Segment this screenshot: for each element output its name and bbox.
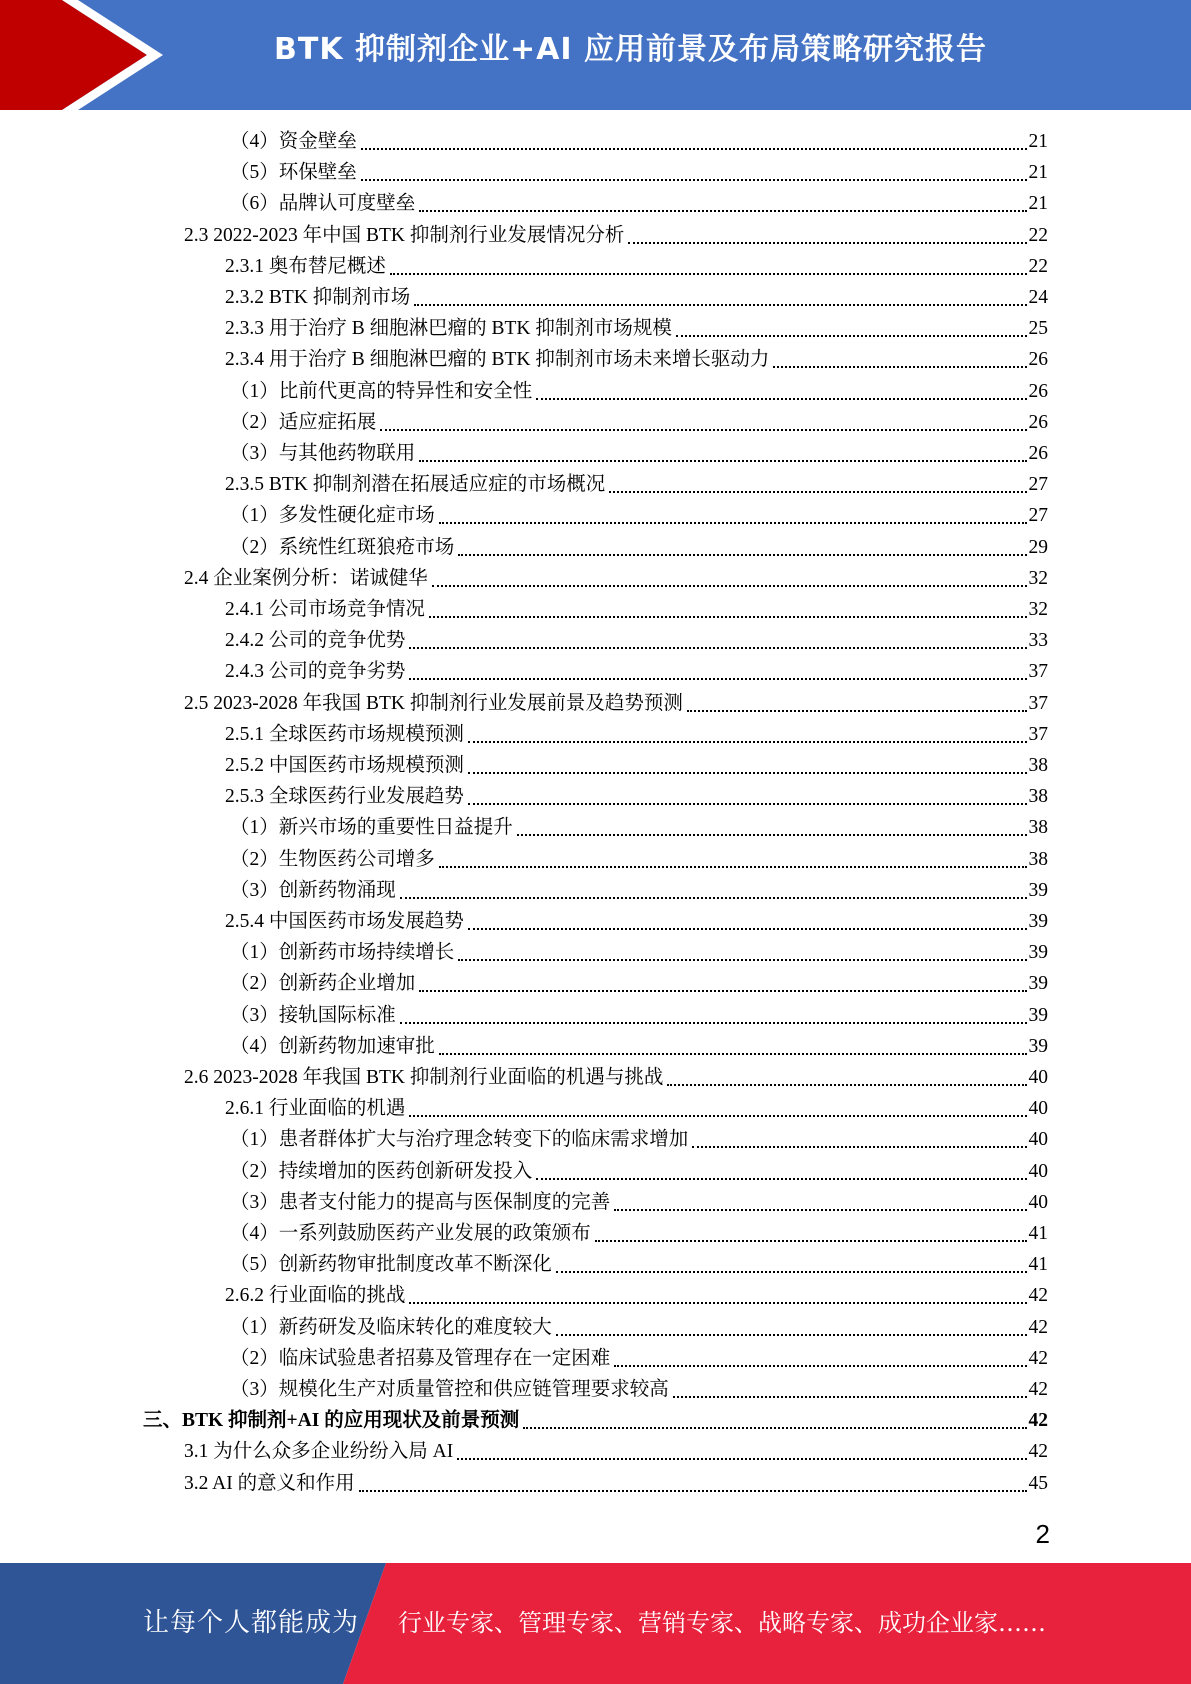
toc-entry-page: 42 [1028,1347,1048,1369]
toc-entry[interactable] [230,1219,1048,1249]
toc-entry[interactable] [225,252,1048,282]
toc-entry-page: 39 [1028,879,1048,901]
toc-entry-title: （2）适应症拓展 [230,411,377,433]
toc-dot-leader [614,1209,1026,1211]
toc-entry-page: 26 [1028,411,1048,433]
toc-entry-title: （1）患者群体扩大与治疗理念转变下的临床需求增加 [230,1129,689,1151]
toc-dot-leader [667,1084,1026,1086]
toc-entry-page: 25 [1028,318,1048,340]
toc-dot-leader [439,1053,1027,1055]
toc-entry-page: 39 [1028,942,1048,964]
toc-dot-leader [517,834,1027,836]
toc-entry-title: （1）多发性硬化症市场 [230,505,435,527]
toc-entry[interactable] [230,1344,1048,1374]
toc-entry-title: 3.1 为什么众多企业纷纷入局 AI [184,1441,454,1463]
toc-entry-title: 2.3.1 奥布替尼概述 [225,255,386,277]
toc-entry-title: 2.5 2023-2028 年我国 BTK 抑制剂行业发展前景及趋势预测 [184,692,683,714]
toc-entry-page: 42 [1028,1441,1048,1463]
toc-entry[interactable] [230,1375,1048,1405]
toc-entry-title: 2.4 企业案例分析：诺诚健华 [184,567,428,589]
toc-dot-leader [458,554,1026,556]
toc-dot-leader [400,1022,1027,1024]
toc-entry-title: （4）一系列鼓励医药产业发展的政策颁布 [230,1223,591,1244]
toc-dot-leader [457,1458,1026,1460]
toc-entry[interactable] [143,1406,1048,1436]
toc-dot-leader [432,585,1027,587]
toc-entry-title: （3）接轨国际标准 [230,1004,396,1026]
toc-entry-title: （3）与其他药物联用 [230,443,416,464]
footer-slogan-left: 让每个人都能成为 [143,1608,360,1638]
toc-dot-leader [361,148,1027,150]
toc-entry-page: 40 [1028,1067,1048,1088]
toc-dot-leader [468,741,1027,743]
toc-entry-page: 26 [1028,349,1048,371]
toc-entry[interactable] [230,1188,1048,1218]
toc-entry-title: （3）患者支付能力的提高与医保制度的完善 [230,1191,611,1213]
toc-dot-leader [390,273,1027,275]
toc-entry-page: 26 [1028,443,1048,464]
toc-entry[interactable] [230,813,1048,843]
toc-entry-title: （1）创新药市场持续增长 [230,942,455,964]
toc-dot-leader [468,772,1027,774]
page-number: 2 [1035,1519,1050,1549]
toc-dot-leader [687,710,1027,712]
toc-entry-title: 2.5.4 中国医药市场发展趋势 [225,911,464,932]
toc-entry-page: 39 [1028,973,1048,995]
toc-dot-leader [536,398,1026,400]
toc-entry-page: 42 [1028,1316,1048,1338]
toc-entry-title: 2.5.1 全球医药市场规模预测 [225,723,464,745]
toc-entry-title: 3.2 AI 的意义和作用 [184,1472,355,1494]
toc-entry-title: 2.5.3 全球医药行业发展趋势 [225,786,464,808]
toc-entry-title: （2）持续增加的医药创新研发投入 [230,1160,533,1182]
toc-entry[interactable] [230,1125,1048,1155]
toc-entry[interactable] [230,533,1048,563]
toc-dot-leader [361,179,1027,181]
toc-entry-page: 41 [1028,1254,1048,1276]
toc-entry[interactable] [184,564,1048,594]
toc-entry-page: 38 [1028,786,1048,808]
toc-dot-leader [400,897,1027,899]
toc-entry[interactable] [230,1032,1048,1062]
toc-entry-title: （3）规模化生产对质量管控和供应链管理要求较高 [230,1379,669,1400]
toc-entry[interactable] [225,595,1048,625]
toc-entry-page: 38 [1028,848,1048,870]
toc-entry[interactable] [230,969,1048,999]
toc-entry-page: 40 [1028,1191,1048,1213]
toc-entry[interactable] [184,689,1048,719]
toc-entry-title: 2.4.2 公司的竞争优势 [225,630,406,652]
toc-dot-leader [609,491,1026,493]
toc-entry-page: 38 [1028,755,1048,776]
toc-dot-leader [773,366,1026,368]
toc-entry-title: （4）资金壁垒 [230,131,357,152]
toc-entry-page: 41 [1028,1223,1048,1244]
toc-dot-leader [458,959,1026,961]
toc-dot-leader [614,1365,1026,1367]
toc-entry-title: 2.6.1 行业面临的机遇 [225,1098,406,1120]
toc-entry[interactable] [230,189,1048,219]
toc-entry-page: 24 [1028,287,1048,308]
toc-dot-leader [595,1240,1027,1242]
toc-entry[interactable] [184,1063,1048,1093]
toc-dot-leader [439,522,1027,524]
toc-entry-page: 45 [1028,1472,1048,1494]
toc-dot-leader [468,803,1027,805]
toc-entry-title: 2.4.3 公司的竞争劣势 [225,661,406,683]
toc-entry[interactable] [230,1313,1048,1343]
toc-entry[interactable] [230,1250,1048,1280]
toc-dot-leader [409,647,1026,649]
toc-dot-leader [628,242,1026,244]
toc-entry-page: 40 [1028,1160,1048,1182]
toc-entry-page: 27 [1028,474,1048,496]
toc-dot-leader [419,460,1026,462]
toc-entry[interactable] [230,1157,1048,1187]
toc-entry[interactable] [225,1281,1048,1311]
toc-entry[interactable] [225,907,1048,937]
toc-entry-page: 39 [1028,1035,1048,1057]
toc-entry-page: 40 [1028,1129,1048,1151]
toc-entry-title: （2）系统性红斑狼疮市场 [230,536,455,558]
toc-dot-leader [409,1115,1026,1117]
toc-dot-leader [429,616,1027,618]
toc-entry[interactable] [225,470,1048,500]
toc-entry-title: （1）新兴市场的重要性日益提升 [230,817,513,839]
toc-entry[interactable] [225,1094,1048,1124]
toc-entry-page: 42 [1028,1410,1048,1432]
toc-entry[interactable] [230,127,1048,157]
toc-entry-title: 2.3.4 用于治疗 B 细胞淋巴瘤的 BTK 抑制剂市场未来增长驱动力 [225,349,770,371]
toc-entry-page: 37 [1028,692,1048,714]
toc-entry-title: （4）创新药物加速审批 [230,1035,435,1057]
toc-entry-page: 42 [1028,1379,1048,1400]
toc-entry-title: 2.3.3 用于治疗 B 细胞淋巴瘤的 BTK 抑制剂市场规模 [225,318,672,340]
page-header [0,0,1191,110]
toc-dot-leader [414,304,1026,306]
toc-entry[interactable] [225,657,1048,687]
toc-entry-page: 42 [1028,1285,1048,1307]
toc-entry-title: 2.5.2 中国医药市场规模预测 [225,755,464,776]
toc-entry[interactable] [225,782,1048,812]
toc-entry-title: （6）品牌认可度壁垒 [230,193,416,215]
toc-entry-title: （5）创新药物审批制度改革不断深化 [230,1254,552,1276]
toc-entry-title: 2.3.5 BTK 抑制剂潜在拓展适应症的市场概况 [225,474,606,496]
toc-entry-title: （5）环保壁垒 [230,162,357,184]
toc-dot-leader [536,1178,1026,1180]
toc-dot-leader [676,335,1027,337]
toc-entry[interactable] [230,938,1048,968]
toc-entry[interactable] [230,1001,1048,1031]
toc-dot-leader [556,1271,1027,1273]
toc-entry-title: 2.4.1 公司市场竞争情况 [225,599,425,620]
toc-dot-leader [439,866,1027,868]
toc-entry-title: （3）创新药物涌现 [230,879,396,901]
toc-entry-title: （2）生物医药公司增多 [230,848,435,870]
toc-entry[interactable] [230,377,1048,407]
toc-entry-page: 38 [1028,817,1048,839]
toc-entry[interactable] [225,751,1048,781]
toc-entry-page: 26 [1028,380,1048,402]
toc-entry-page: 21 [1028,162,1048,184]
toc-entry[interactable] [230,158,1048,188]
toc-dot-leader [359,1490,1027,1492]
toc-entry[interactable] [230,845,1048,875]
toc-entry[interactable] [184,1437,1048,1467]
toc-entry-page: 37 [1028,723,1048,745]
toc-entry-title: （2）创新药企业增加 [230,973,416,995]
toc-entry-page: 37 [1028,661,1048,683]
toc-entry[interactable] [225,283,1048,313]
toc-entry-page: 33 [1028,630,1048,652]
report-title: BTK 抑制剂企业+AI 应用前景及布局策略研究报告 [274,32,987,67]
toc-entry[interactable] [230,439,1048,469]
toc-entry-page: 39 [1028,911,1048,932]
toc-entry-page: 21 [1028,193,1048,215]
toc-entry-page: 39 [1028,1004,1048,1026]
toc-entry[interactable] [225,626,1048,656]
toc-entry[interactable] [230,408,1048,438]
toc-dot-leader [523,1427,1026,1429]
footer-slogan-right: 行业专家、管理专家、营销专家、战略专家、成功企业家…… [398,1609,1046,1637]
toc-dot-leader [556,1334,1027,1336]
toc-dot-leader [419,990,1026,992]
toc-entry-title: 2.3 2022-2023 年中国 BTK 抑制剂行业发展情况分析 [184,224,625,246]
toc-dot-leader [673,1396,1027,1398]
toc-entry[interactable] [225,345,1048,375]
toc-entry[interactable] [225,720,1048,750]
toc-entry[interactable] [184,1469,1048,1499]
toc-entry-title: 2.6 2023-2028 年我国 BTK 抑制剂行业面临的机遇与挑战 [184,1067,664,1088]
toc-entry-title: 2.6.2 行业面临的挑战 [225,1285,406,1307]
toc-entry-page: 22 [1028,255,1048,277]
toc-entry-title: （1）比前代更高的特异性和安全性 [230,380,533,402]
toc-dot-leader [692,1146,1026,1148]
toc-entry-title: 三、BTK 抑制剂+AI 的应用现状及前景预测 [143,1410,520,1432]
toc-dot-leader [409,678,1026,680]
toc-entry[interactable] [184,221,1048,251]
toc-entry-page: 40 [1028,1098,1048,1120]
toc-entry-page: 32 [1028,599,1048,620]
toc-dot-leader [419,210,1026,212]
toc-entry-page: 29 [1028,536,1048,558]
toc-dot-leader [468,928,1027,930]
toc-entry[interactable] [230,501,1048,531]
page-footer [0,1563,1191,1684]
toc-entry-page: 32 [1028,567,1048,589]
toc-dot-leader [409,1302,1026,1304]
toc-entry-title: 2.3.2 BTK 抑制剂市场 [225,287,411,308]
toc-entry-page: 21 [1028,131,1048,152]
toc-entry-title: （1）新药研发及临床转化的难度较大 [230,1316,552,1338]
toc-entry-page: 27 [1028,505,1048,527]
toc-dot-leader [380,429,1026,431]
toc-entry-title: （2）临床试验患者招募及管理存在一定困难 [230,1347,611,1369]
toc-entry[interactable] [230,876,1048,906]
toc-entry[interactable] [225,314,1048,344]
toc-entry-page: 22 [1028,224,1048,246]
